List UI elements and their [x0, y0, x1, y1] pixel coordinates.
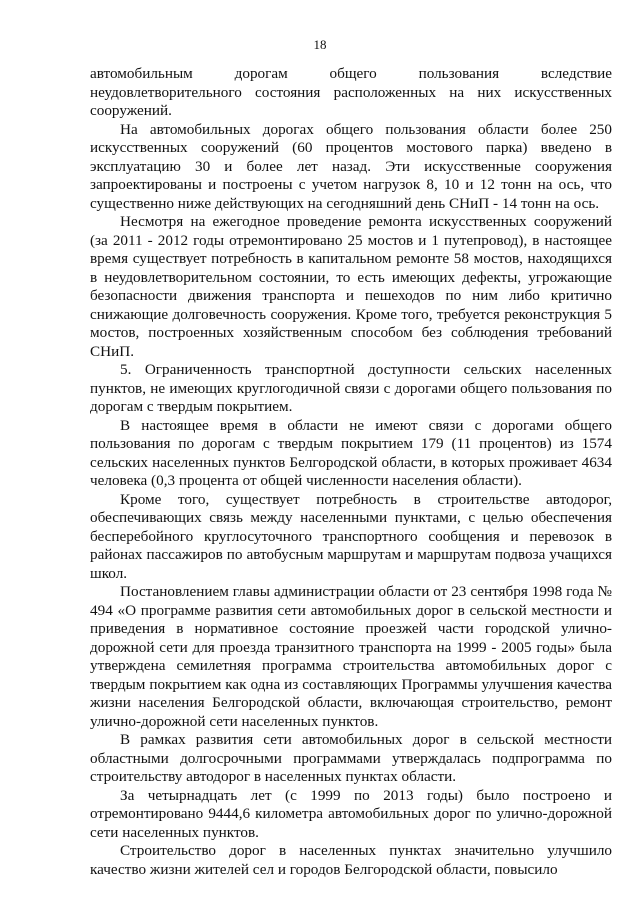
paragraph-section-5-heading: 5. Ограниченность транспортной доступности сельских населенных пунктов, не имеющих круглогодичной связи с дорогами общего пользования по дорогам с твердым покрытием.	[90, 361, 612, 415]
paragraph-resolution-1998: Постановлением главы администрации области от 23 сентября 1998 года № 494 «О программе развития сети автомобильных дорог в сельской местности и приведения в нормативное состояние проезжей части городской улично-дорожной сети для проезда транзитного транспорта на 1999 - 2005 годы» была утверждена семилетняя программа строительства автомобильных дорог с твердым покрытием как одна из составляющих Программы улучшения качества жизни населения Белгородской области, включающая строительство, ремонт улично-дорожной сети населенных пунктов.	[90, 583, 612, 730]
paragraph-road-construction-need: Кроме того, существует потребность в строительстве автодорог, обеспечивающих связь между населенными пунктами, с целью обеспечения бесперебойного круглосуточного транспортного сообщения и перевозок в районах пассажиров по автобусным маршрутам и маршрутам подвоза учащихся школ.	[90, 490, 612, 582]
paragraph-bridges-repair: Несмотря на ежегодное проведение ремонта искусственных сооружений (за 2011 - 2012 годы отремонтировано 25 мостов и 1 путепровод), в настоящее время существует потребность в капитальном ремонте 58 мостов, находящихся в неудовлетворительном состоянии, то есть имеющих дефекты, угрожающие безопасности движения транспорта и пешеходов по ним либо критично снижающие долговечность сооружения. Кроме того, требуется реконструкция 5 мостов, построенных хозяйственным способом без соблюдения требований СНиП.	[90, 213, 612, 360]
paragraph-unconnected-settlements: В настоящее время в области не имеют связи с дорогами общего пользования по дорогам с твердым покрытием 179 (11 процентов) из 1574 сельских населенных пунктов Белгородской области, в которых проживает 4634 человека (0,3 процента от общей численности населения области).	[90, 416, 612, 489]
paragraph-quality-of-life: Строительство дорог в населенных пунктах значительно улучшило качество жизни жителей сел и городов Белгородской области, повысило	[90, 842, 612, 878]
paragraph-fourteen-years: За четырнадцать лет (с 1999 по 2013 годы) было построено и отремонтировано 9444,6 километра автомобильных дорог по улично-дорожной сети населенных пунктов.	[90, 786, 612, 841]
paragraph-continuation: автомобильным дорогам общего пользования вследствие неудовлетворительного состояния расположенных на них искусственных сооружений.	[90, 65, 612, 119]
paragraph-bridges-age: На автомобильных дорогах общего пользования области более 250 искусственных сооружений (60 процентов мостового парка) введено в эксплуатацию 30 и более лет назад. Эти искусственные сооружения запроектированы и построены с учетом нагрузок 8, 10 и 12 тонн на ось, что существенно ниже действующих на сегодняшний день СНиП - 14 тонн на ось.	[90, 120, 612, 212]
paragraph-subprogram: В рамках развития сети автомобильных дорог в сельской местности областными долгосрочными программами утверждалась подпрограмма по строительству автодорог в населенных пунктах области.	[90, 731, 612, 785]
document-body	[90, 65, 612, 879]
page-number: 18	[313, 37, 327, 52]
